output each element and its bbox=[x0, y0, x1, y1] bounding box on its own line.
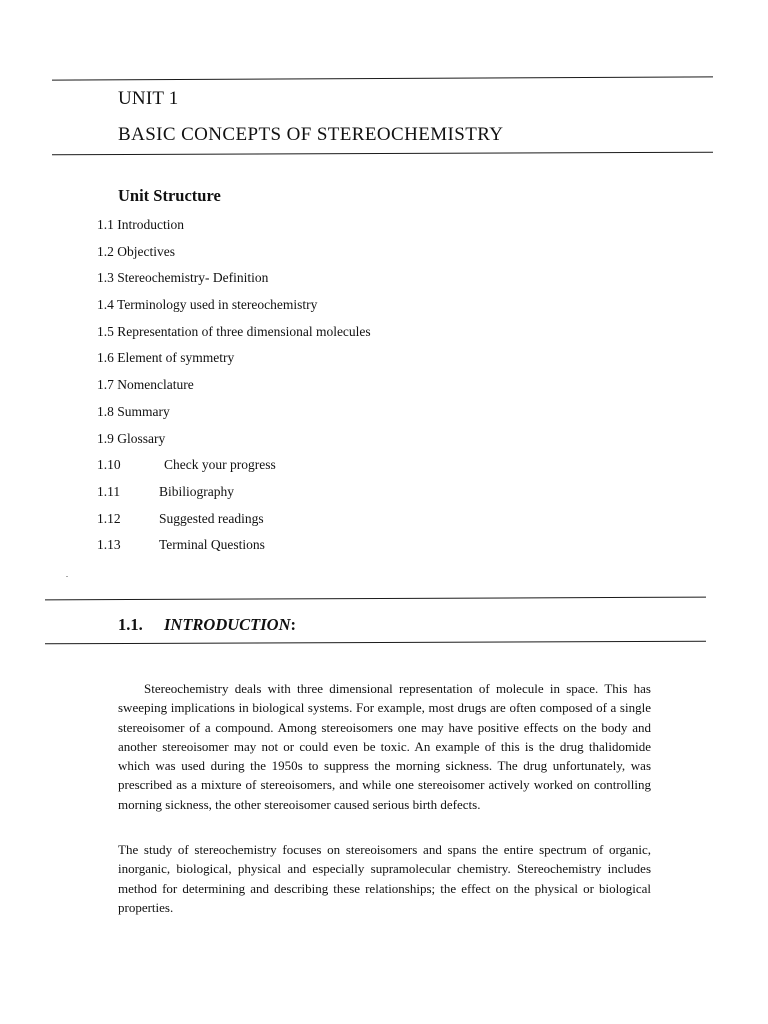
toc-item-number: 1.10 bbox=[97, 457, 121, 473]
toc-item-label: Element of symmetry bbox=[117, 350, 235, 366]
toc-item bbox=[97, 348, 371, 375]
toc-item bbox=[97, 295, 371, 322]
toc-item-number: 1.1 bbox=[97, 217, 114, 232]
toc-item-number: 1.13 bbox=[97, 537, 121, 553]
unit-structure-heading: Unit Structure bbox=[118, 186, 221, 205]
intro-bottom-rule bbox=[45, 641, 706, 645]
toc-item-label: Representation of three dimensional molecules bbox=[117, 323, 371, 339]
body-paragraph: Stereochemistry deals with three dimensional representation of molecule in space. This has sweeping implications in biological systems. For example, most drugs are often composed of a single stereoisomer of a compound. Among stereoisomers one may have positive effects on the body and another stereoisomer may not or could even be toxic. An example of this is the drug thalidomide which was used during the 1950s to suppress the morning sickness. The drug unfortunately, was prescribed as a mixture of stereoisomers, and while one stereoisomer actively worked on controlling morning sickness, the other stereoisomer caused serious birth defects. bbox=[118, 681, 651, 812]
toc-item-number: 1.7 bbox=[97, 377, 114, 393]
toc-item bbox=[97, 402, 371, 429]
toc-item-label: Bibiliography bbox=[159, 483, 234, 499]
section-title-colon: : bbox=[290, 615, 297, 634]
body-paragraph: The study of stereochemistry focuses on stereoisomers and spans the entire spectrum of organic, inorganic, biological, physical and especially supramolecular chemistry. Stereochemistry includes method for determining and describing these relationships; the effect on the physical or biological properties. bbox=[118, 842, 651, 915]
top-rule bbox=[52, 76, 713, 80]
toc-item-number: 1.6 bbox=[97, 350, 114, 366]
toc-item bbox=[97, 455, 371, 482]
toc-item bbox=[97, 482, 371, 509]
section-title: INTRODUCTION bbox=[164, 615, 291, 634]
introduction-heading bbox=[118, 615, 296, 635]
toc-item-number: 1.9 bbox=[97, 430, 114, 446]
toc-item bbox=[97, 535, 371, 562]
toc-item-label: Glossary bbox=[117, 430, 166, 446]
toc-item bbox=[97, 242, 371, 269]
stray-mark: . bbox=[66, 570, 68, 579]
unit-title: BASIC CONCEPTS OF STEREOCHEMISTRY bbox=[118, 124, 504, 145]
intro-top-rule bbox=[45, 597, 706, 601]
toc-item-number: 1.2 bbox=[97, 243, 114, 259]
toc-item-number: 1.4 bbox=[97, 297, 114, 313]
toc-item-label: Stereochemistry- Definition bbox=[117, 270, 269, 286]
toc-item-number: 1.12 bbox=[97, 510, 121, 526]
toc-item-label: Nomenclature bbox=[117, 377, 194, 393]
toc-item-label: Suggested readings bbox=[159, 510, 264, 526]
toc-item-label: Terminology used in stereochemistry bbox=[117, 297, 318, 313]
toc-item bbox=[97, 322, 371, 349]
toc-item-label: Objectives bbox=[117, 243, 175, 259]
toc-item-number: 1.5 bbox=[97, 323, 114, 339]
toc-item-label: Check your progress bbox=[164, 457, 276, 473]
toc-item-label: Introduction bbox=[117, 217, 184, 232]
toc-item-number: 1.11 bbox=[97, 483, 121, 499]
section-number: 1.1. bbox=[118, 615, 143, 634]
unit-structure-list bbox=[97, 215, 371, 562]
unit-label: UNIT 1 bbox=[118, 88, 179, 109]
toc-item bbox=[97, 268, 371, 295]
toc-item bbox=[97, 429, 371, 456]
toc-item bbox=[97, 509, 371, 536]
toc-item-number: 1.3 bbox=[97, 270, 114, 286]
toc-item-number: 1.8 bbox=[97, 403, 114, 419]
title-underline-rule bbox=[52, 152, 713, 156]
toc-item bbox=[97, 215, 371, 242]
toc-item bbox=[97, 375, 371, 402]
toc-item-label: Terminal Questions bbox=[159, 537, 265, 553]
toc-item-label: Summary bbox=[117, 403, 170, 419]
